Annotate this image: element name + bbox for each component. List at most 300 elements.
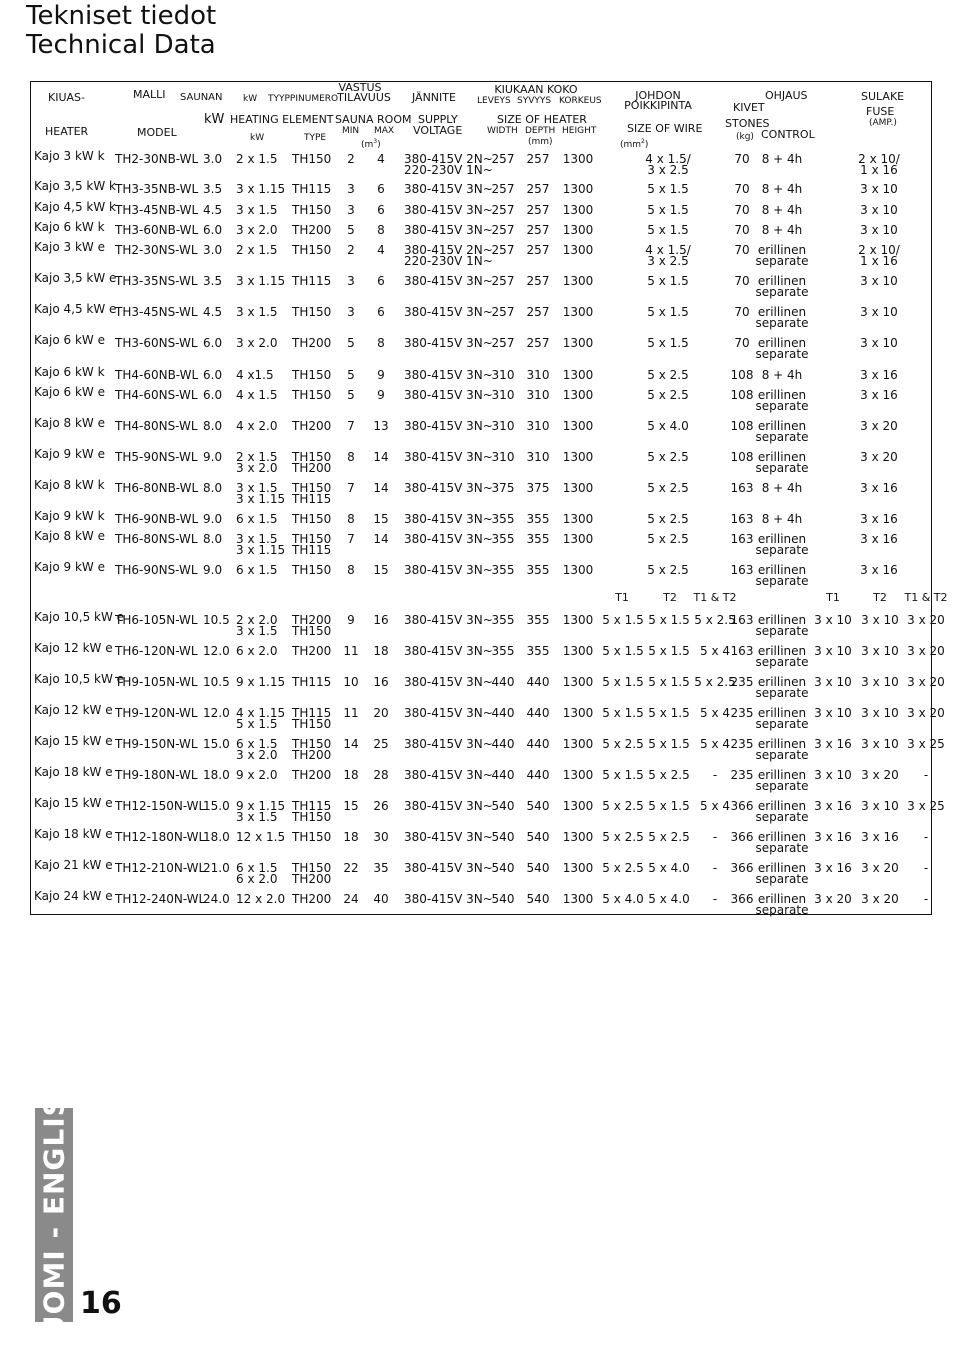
cell-width: 355 (491, 563, 515, 577)
cell-stones: 108 (730, 368, 754, 382)
cell-control-2: separate (755, 316, 809, 330)
cell-element: 3 x 1.5 (236, 532, 278, 546)
cell-element-2: 3 x 1.15 (236, 543, 286, 557)
cell-control: erillinen (757, 830, 807, 844)
cell-model: TH3-45NB-WL (115, 203, 199, 217)
cell-width: 540 (491, 861, 515, 875)
cell-fuse-t2: 3 x 10 (861, 613, 899, 627)
cell-max: 4 (377, 243, 385, 257)
cell-type-2: TH150 (292, 717, 332, 731)
cell-min: 3 (347, 203, 355, 217)
cell-type: TH200 (292, 892, 332, 906)
cell-voltage: 380-415V 3N~ (404, 613, 493, 627)
cell-type-2: TH200 (292, 748, 332, 762)
cell-wire-t2: 5 x 1.5 (648, 706, 690, 720)
cell-fuse: 3 x 16 (860, 512, 898, 526)
header-size-of-wire: SIZE OF WIRE (627, 122, 703, 135)
cell-control-2: separate (755, 686, 809, 700)
cell-fuse-t2: 3 x 10 (861, 644, 899, 658)
cell-control: erillinen (757, 799, 807, 813)
cell-max: 8 (377, 336, 385, 350)
cell-min: 11 (343, 706, 359, 720)
cell-fuse: 3 x 16 (860, 481, 898, 495)
header-m3-sup: 3 (373, 138, 378, 145)
cell-stones: 70 (734, 182, 750, 196)
cell-control: erillinen (757, 768, 807, 782)
cell-type: TH150 (292, 368, 332, 382)
cell-type: TH150 (292, 450, 332, 464)
cell-depth: 540 (526, 861, 550, 875)
header-m3-close: ) (377, 140, 381, 150)
cell-width: 355 (491, 512, 515, 526)
cell-wire: 5 x 1.5 (647, 274, 689, 288)
cell-control: 8 + 4h (761, 481, 803, 495)
cell-stones: 163 (730, 613, 754, 627)
cell-type: TH150 (292, 305, 332, 319)
cell-fuse-t1t2: 3 x 20 (907, 706, 945, 720)
cell-voltage: 380-415V 3N~ (404, 799, 493, 813)
header-kivet: KIVET (733, 101, 765, 114)
cell-heater: Kajo 15 kW e (34, 734, 113, 748)
cell-voltage: 380-415V 3N~ (404, 223, 493, 237)
header-model-en: MODEL (137, 126, 177, 139)
cell-depth: 440 (526, 737, 550, 751)
cell-model: TH6-90NB-WL (115, 512, 199, 526)
cell-width: 257 (491, 336, 515, 350)
cell-heater: Kajo 6 kW e (34, 385, 105, 399)
cell-depth: 540 (526, 892, 550, 906)
cell-height: 1300 (562, 368, 594, 382)
cell-fuse-t1: 3 x 10 (814, 768, 852, 782)
header-model-fi: MALLI (133, 88, 166, 101)
cell-fuse: 3 x 10 (860, 203, 898, 217)
cell-voltage: 380-415V 3N~ (404, 644, 493, 658)
cell-min: 8 (347, 450, 355, 464)
header-kg: (kg) (736, 132, 754, 142)
cell-heater: Kajo 4,5 kW e (34, 302, 117, 316)
cell-kw: 3.0 (203, 152, 223, 166)
cell-stones: 235 (730, 768, 754, 782)
header-depth: DEPTH (525, 126, 556, 136)
cell-control: 8 + 4h (761, 368, 803, 382)
cell-stones: 235 (730, 737, 754, 751)
cell-control-2: separate (755, 399, 809, 413)
cell-element: 3 x 1.15 (236, 274, 286, 288)
header-kw-bold: kW (204, 112, 225, 127)
cell-kw: 15.0 (203, 799, 230, 813)
cell-type: TH200 (292, 336, 332, 350)
cell-wire-t1t2: - (712, 768, 718, 782)
cell-height: 1300 (562, 203, 594, 217)
cell-model: TH3-35NS-WL (115, 274, 198, 288)
cell-control-2: separate (755, 748, 809, 762)
header-jannite: JÄNNITE (412, 91, 456, 104)
cell-fuse: 3 x 20 (860, 419, 898, 433)
cell-min: 7 (347, 481, 355, 495)
cell-fuse-t1t2: 3 x 20 (907, 644, 945, 658)
cell-type-2: TH115 (292, 492, 332, 506)
cell-heater: Kajo 21 kW e (34, 858, 113, 872)
cell-height: 1300 (562, 512, 594, 526)
cell-width: 310 (491, 419, 515, 433)
cell-voltage-2: 220-230V 1N~ (404, 254, 493, 268)
cell-model: TH3-35NB-WL (115, 182, 199, 196)
cell-element: 3 x 1.5 (236, 305, 278, 319)
cell-stones: 235 (730, 706, 754, 720)
cell-fuse: 2 x 10/ (858, 152, 900, 166)
cell-wire: 5 x 4.0 (647, 419, 689, 433)
cell-fuse-t1: 3 x 10 (814, 613, 852, 627)
cell-fuse: 3 x 10 (860, 305, 898, 319)
cell-wire-t2: 5 x 4.0 (648, 892, 690, 906)
cell-stones: 366 (730, 830, 754, 844)
cell-min: 5 (347, 368, 355, 382)
cell-depth: 257 (526, 336, 550, 350)
cell-type-2: TH150 (292, 624, 332, 638)
cell-heater: Kajo 4,5 kW k (34, 200, 116, 214)
cell-depth: 355 (526, 644, 550, 658)
cell-max: 14 (373, 481, 389, 495)
header-heater-en: HEATER (45, 125, 89, 138)
cell-wire-t1: 5 x 1.5 (602, 675, 644, 689)
cell-element: 2 x 1.5 (236, 450, 278, 464)
cell-wire-t1: 5 x 2.5 (602, 830, 644, 844)
cell-min: 3 (347, 182, 355, 196)
cell-fuse-t1t2: 3 x 20 (907, 613, 945, 627)
cell-max: 13 (373, 419, 389, 433)
cell-wire-t2: 5 x 4.0 (648, 861, 690, 875)
cell-element-2: 5 x 1.5 (236, 717, 278, 731)
cell-min: 7 (347, 419, 355, 433)
cell-element: 12 x 2.0 (236, 892, 286, 906)
cell-element-2: 3 x 2.0 (236, 748, 278, 762)
cell-depth: 257 (526, 305, 550, 319)
cell-kw: 18.0 (203, 830, 230, 844)
cell-type: TH200 (292, 768, 332, 782)
cell-kw: 12.0 (203, 706, 230, 720)
subheader-wire-t2: T2 (663, 591, 677, 604)
cell-element-2: 3 x 1.5 (236, 810, 278, 824)
cell-width: 257 (491, 243, 515, 257)
cell-wire-t2: 5 x 2.5 (648, 768, 690, 782)
cell-control: erillinen (757, 892, 807, 906)
cell-fuse-2: 1 x 16 (860, 163, 898, 177)
cell-max: 14 (373, 450, 389, 464)
cell-min: 2 (347, 152, 355, 166)
cell-stones: 70 (734, 243, 750, 257)
cell-min: 8 (347, 512, 355, 526)
cell-wire: 5 x 1.5 (647, 336, 689, 350)
header-fuse: FUSE (866, 105, 895, 118)
cell-type: TH200 (292, 613, 332, 627)
cell-control: erillinen (757, 450, 807, 464)
header-m3 (361, 137, 381, 150)
cell-wire-t1t2: 5 x 4 (700, 706, 730, 720)
cell-fuse-t1t2: - (923, 830, 929, 844)
cell-min: 7 (347, 532, 355, 546)
cell-control-2: separate (755, 717, 809, 731)
cell-control: erillinen (757, 243, 807, 257)
cell-fuse: 3 x 16 (860, 368, 898, 382)
cell-type: TH150 (292, 737, 332, 751)
cell-min: 14 (343, 737, 359, 751)
cell-element: 4 x 1.15 (236, 706, 286, 720)
cell-min: 3 (347, 305, 355, 319)
cell-type: TH150 (292, 861, 332, 875)
cell-heater: Kajo 6 kW k (34, 220, 105, 234)
cell-fuse: 3 x 16 (860, 532, 898, 546)
cell-wire-t2: 5 x 1.5 (648, 737, 690, 751)
cell-model: TH2-30NB-WL (115, 152, 199, 166)
cell-kw: 8.0 (203, 419, 223, 433)
cell-fuse: 3 x 10 (860, 223, 898, 237)
cell-wire-t1: 5 x 2.5 (602, 799, 644, 813)
cell-depth: 440 (526, 706, 550, 720)
cell-min: 3 (347, 274, 355, 288)
cell-heater: Kajo 8 kW e (34, 529, 105, 543)
cell-fuse-t2: 3 x 20 (861, 768, 899, 782)
cell-element-2: 3 x 1.15 (236, 492, 286, 506)
header-tilavuus: TILAVUUS (337, 91, 391, 104)
cell-max: 16 (373, 613, 389, 627)
cell-heater: Kajo 8 kW k (34, 478, 105, 492)
cell-voltage: 380-415V 3N~ (404, 419, 493, 433)
cell-type: TH150 (292, 512, 332, 526)
header-m3-open: (m (361, 140, 374, 150)
header-stones: STONES (725, 117, 770, 130)
cell-voltage: 380-415V 3N~ (404, 768, 493, 782)
cell-voltage: 380-415V 3N~ (404, 481, 493, 495)
cell-max: 9 (377, 388, 385, 402)
cell-heater: Kajo 8 kW e (34, 416, 105, 430)
subheader-fuse-t1t2: T1 & T2 (904, 591, 948, 604)
cell-control: erillinen (757, 388, 807, 402)
cell-width: 440 (491, 706, 515, 720)
cell-heater: Kajo 6 kW e (34, 333, 105, 347)
cell-control-2: separate (755, 655, 809, 669)
cell-element: 6 x 1.5 (236, 861, 278, 875)
page-title-fi: Tekniset tiedot (26, 1, 217, 31)
cell-model: TH5-90NS-WL (115, 450, 198, 464)
header-ohjaus: OHJAUS (765, 89, 808, 102)
cell-fuse: 3 x 16 (860, 563, 898, 577)
cell-model: TH4-80NS-WL (115, 419, 198, 433)
cell-height: 1300 (562, 799, 594, 813)
technical-data-table (30, 81, 948, 917)
cell-element: 4 x 2.0 (236, 419, 278, 433)
cell-voltage: 380-415V 2N~ (404, 243, 493, 257)
cell-heater: Kajo 18 kW e (34, 765, 113, 779)
cell-max: 4 (377, 152, 385, 166)
cell-type: TH150 (292, 563, 332, 577)
cell-control-2: separate (755, 574, 809, 588)
subheader-wire-t1: T1 (615, 591, 629, 604)
cell-max: 15 (373, 512, 389, 526)
cell-kw: 18.0 (203, 768, 230, 782)
cell-min: 11 (343, 644, 359, 658)
cell-kw: 21.0 (203, 861, 230, 875)
header-kw-top: kW (243, 94, 258, 104)
cell-depth: 310 (526, 450, 550, 464)
cell-model: TH3-45NS-WL (115, 305, 198, 319)
cell-stones: 108 (730, 450, 754, 464)
cell-kw: 24.0 (203, 892, 230, 906)
cell-kw: 9.0 (203, 450, 223, 464)
cell-model: TH9-105N-WL (115, 675, 198, 689)
cell-voltage: 380-415V 3N~ (404, 737, 493, 751)
subheader-fuse-t1: T1 (826, 591, 840, 604)
cell-depth: 440 (526, 675, 550, 689)
cell-width: 257 (491, 203, 515, 217)
cell-element: 2 x 1.5 (236, 152, 278, 166)
cell-stones: 163 (730, 532, 754, 546)
cell-voltage: 380-415V 3N~ (404, 203, 493, 217)
cell-height: 1300 (562, 152, 594, 166)
cell-max: 26 (373, 799, 389, 813)
cell-height: 1300 (562, 737, 594, 751)
header-sulake: SULAKE (861, 90, 905, 103)
cell-height: 1300 (562, 861, 594, 875)
cell-type: TH115 (292, 182, 332, 196)
cell-fuse-t1: 3 x 10 (814, 644, 852, 658)
cell-height: 1300 (562, 274, 594, 288)
cell-max: 16 (373, 675, 389, 689)
cell-model: TH4-60NS-WL (115, 388, 198, 402)
cell-model: TH3-60NB-WL (115, 223, 199, 237)
cell-model: TH12-150N-WL (115, 799, 206, 813)
header-voltage: VOLTAGE (413, 124, 463, 137)
cell-width: 440 (491, 675, 515, 689)
cell-kw: 6.0 (203, 336, 223, 350)
cell-fuse: 3 x 10 (860, 182, 898, 196)
cell-stones: 70 (734, 223, 750, 237)
cell-control: 8 + 4h (761, 203, 803, 217)
cell-element-2: 3 x 2.0 (236, 461, 278, 475)
cell-max: 9 (377, 368, 385, 382)
cell-depth: 257 (526, 274, 550, 288)
cell-wire-t1: 5 x 2.5 (602, 737, 644, 751)
cell-fuse-t1: 3 x 10 (814, 706, 852, 720)
cell-stones: 366 (730, 861, 754, 875)
page-number: 16 (80, 1286, 122, 1321)
cell-height: 1300 (562, 243, 594, 257)
cell-heater: Kajo 3 kW k (34, 149, 105, 163)
cell-type-2: TH200 (292, 461, 332, 475)
cell-model: TH6-105N-WL (115, 613, 198, 627)
cell-type: TH200 (292, 419, 332, 433)
cell-wire: 4 x 1.5/ (645, 152, 691, 166)
cell-stones: 366 (730, 799, 754, 813)
cell-wire-t1t2: 5 x 4 (700, 644, 730, 658)
cell-kw: 3.5 (203, 182, 223, 196)
cell-max: 35 (373, 861, 389, 875)
cell-voltage: 380-415V 2N~ (404, 152, 493, 166)
header-type-fi: TYYPPINUMERO (268, 94, 339, 104)
cell-control-2: separate (755, 779, 809, 793)
cell-voltage-2: 220-230V 1N~ (404, 163, 493, 177)
cell-wire: 4 x 1.5/ (645, 243, 691, 257)
language-side-label: SUOMI - ENGLISH (37, 1070, 71, 1359)
cell-type-2: TH150 (292, 810, 332, 824)
cell-voltage: 380-415V 3N~ (404, 830, 493, 844)
cell-control: erillinen (757, 336, 807, 350)
cell-min: 15 (343, 799, 359, 813)
cell-fuse-t1t2: 3 x 25 (907, 737, 945, 751)
header-height: HEIGHT (562, 126, 597, 136)
cell-control-2: separate (755, 841, 809, 855)
cell-min: 5 (347, 223, 355, 237)
cell-fuse-t1: 3 x 16 (814, 737, 852, 751)
cell-wire: 5 x 2.5 (647, 563, 689, 577)
cell-model: TH12-180N-WL (115, 830, 206, 844)
cell-model: TH12-210N-WL (115, 861, 206, 875)
cell-height: 1300 (562, 892, 594, 906)
cell-wire-t1t2: 5 x 4 (700, 737, 730, 751)
cell-kw: 8.0 (203, 481, 223, 495)
cell-height: 1300 (562, 830, 594, 844)
cell-depth: 540 (526, 799, 550, 813)
cell-kw: 9.0 (203, 512, 223, 526)
cell-fuse-t1t2: - (923, 768, 929, 782)
cell-fuse-t1: 3 x 16 (814, 861, 852, 875)
cell-kw: 12.0 (203, 644, 230, 658)
cell-depth: 355 (526, 532, 550, 546)
cell-height: 1300 (562, 419, 594, 433)
cell-fuse-t2: 3 x 10 (861, 799, 899, 813)
cell-depth: 257 (526, 243, 550, 257)
cell-control-2: separate (755, 461, 809, 475)
cell-fuse-t2: 3 x 20 (861, 861, 899, 875)
cell-depth: 375 (526, 481, 550, 495)
cell-width: 257 (491, 182, 515, 196)
header-mm2-sup: 2 (641, 138, 645, 145)
cell-fuse-t1: 3 x 16 (814, 799, 852, 813)
cell-depth: 257 (526, 182, 550, 196)
cell-type: TH115 (292, 274, 332, 288)
cell-max: 20 (373, 706, 389, 720)
cell-height: 1300 (562, 223, 594, 237)
cell-height: 1300 (562, 182, 594, 196)
cell-model: TH9-120N-WL (115, 706, 198, 720)
cell-voltage: 380-415V 3N~ (404, 274, 493, 288)
cell-element: 3 x 1.5 (236, 481, 278, 495)
cell-depth: 540 (526, 830, 550, 844)
cell-type: TH150 (292, 481, 332, 495)
cell-voltage: 380-415V 3N~ (404, 675, 493, 689)
cell-voltage: 380-415V 3N~ (404, 368, 493, 382)
cell-element-2: 6 x 2.0 (236, 872, 278, 886)
cell-wire-t2: 5 x 2.5 (648, 830, 690, 844)
cell-max: 6 (377, 203, 385, 217)
cell-control: erillinen (757, 274, 807, 288)
cell-width: 257 (491, 152, 515, 166)
cell-width: 257 (491, 305, 515, 319)
cell-control-2: separate (755, 624, 809, 638)
cell-model: TH6-80NB-WL (115, 481, 199, 495)
cell-max: 6 (377, 182, 385, 196)
cell-wire-t2: 5 x 1.5 (648, 644, 690, 658)
cell-stones: 235 (730, 675, 754, 689)
cell-type: TH150 (292, 152, 332, 166)
cell-max: 8 (377, 223, 385, 237)
cell-model: TH6-120N-WL (115, 644, 198, 658)
cell-voltage: 380-415V 3N~ (404, 336, 493, 350)
cell-control: erillinen (757, 419, 807, 433)
header-johdon: JOHDON (635, 89, 681, 102)
cell-height: 1300 (562, 305, 594, 319)
cell-heater: Kajo 3,5 kW e (34, 271, 117, 285)
cell-fuse-t1t2: - (923, 861, 929, 875)
